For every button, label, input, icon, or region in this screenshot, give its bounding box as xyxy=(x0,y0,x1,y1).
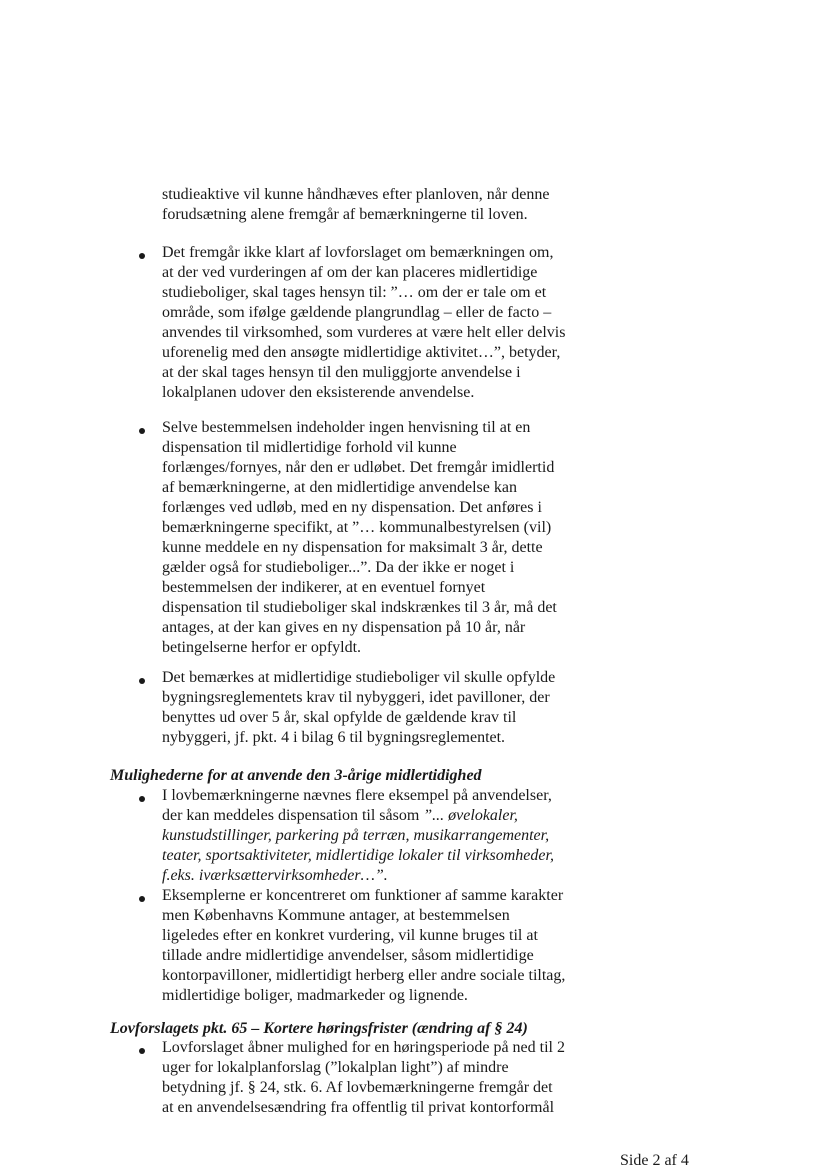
text-line: uger for lokalplanforslag (”lokalplan light”) af mindre xyxy=(162,1059,509,1076)
bullet-paragraph xyxy=(162,668,602,748)
text-line: Det bemærkes at midlertidige studieboliger vil skulle opfylde xyxy=(162,669,556,686)
bullet-paragraph xyxy=(162,886,602,1006)
text-line: Selve bestemmelsen indeholder ingen henvisning til at en xyxy=(162,419,531,436)
text-line: bygningsreglementets krav til nybyggeri, idet pavilloner, der xyxy=(162,689,550,706)
text-line: bestemmelsen der indikerer, at en eventuel fornyet xyxy=(162,579,486,596)
continuation-paragraph xyxy=(162,185,602,225)
text-line: Eksemplerne er koncentreret om funktioner af samme karakter xyxy=(162,887,564,904)
text-line: kunne meddele en ny dispensation for maksimalt 3 år, dette xyxy=(162,539,543,556)
bullet-icon xyxy=(139,1048,145,1054)
text-line: men Københavns Kommune antager, at bestemmelsen xyxy=(162,907,510,924)
text-line: dispensation til studieboliger skal indskrænkes til 3 år, må det xyxy=(162,599,557,616)
text-line: antages, at der kan gives en ny dispensation på 10 år, når xyxy=(162,619,526,636)
text-line: Lovforslaget åbner mulighed for en høringsperiode på ned til 2 xyxy=(162,1039,565,1056)
text-line: kunstudstillinger, parkering på terræn, musikarrangementer, xyxy=(162,827,550,844)
bullet-icon xyxy=(139,253,145,259)
text-line: tillade andre midlertidige anvendelser, såsom midlertidige xyxy=(162,947,534,964)
text-line: betydning jf. § 24, stk. 6. Af lovbemærkningerne fremgår det xyxy=(162,1079,553,1096)
text-line: ligeledes efter en konkret vurdering, vil kunne bruges til at xyxy=(162,927,538,944)
section-heading: Lovforslagets pkt. 65 – Kortere høringsfrister (ændring af § 24) xyxy=(110,1020,528,1037)
text-line: dispensation til midlertidige forhold vil kunne xyxy=(162,439,457,456)
text-line: studieaktive vil kunne håndhæves efter planloven, når denne xyxy=(162,186,550,203)
text-line: gælder også for studieboliger...”. Da der ikke er noget i xyxy=(162,559,515,576)
text-line: lokalplanen udover den eksisterende anvendelse. xyxy=(162,384,475,401)
text-line: uforenelig med den ansøgte midlertidige aktivitet…”, betyder, xyxy=(162,344,561,361)
bullet-icon xyxy=(139,428,145,434)
text-line: teater, sportsaktiviteter, midlertidige lokaler til virksomheder, xyxy=(162,847,554,864)
text-line: Det fremgår ikke klart af lovforslaget om bemærkningen om, xyxy=(162,244,554,261)
text-line: anvendes til virksomhed, som vurderes at være helt eller delvis xyxy=(162,324,566,341)
bullet-icon xyxy=(139,896,145,902)
page-number: Side 2 af 4 xyxy=(620,1152,689,1169)
text-line: benyttes ud over 5 år, skal opfylde de gældende krav til xyxy=(162,709,517,726)
text-line: bemærkningerne specifikt, at ”… kommunalbestyrelsen (vil) xyxy=(162,519,552,536)
text-line: forudsætning alene fremgår af bemærkningerne til loven. xyxy=(162,206,528,223)
text-line: af bemærkningerne, at den midlertidige anvendelse kan xyxy=(162,479,517,496)
text-line: nybyggeri, jf. pkt. 4 i bilag 6 til bygningsreglementet. xyxy=(162,729,506,746)
text-line: at der skal tages hensyn til den muliggjorte anvendelse i xyxy=(162,364,521,381)
bullet-paragraph xyxy=(162,418,602,658)
text-line: område, som ifølge gældende plangrundlag – eller de facto – xyxy=(162,304,552,321)
text-line: forlænges/fornyes, når den er udløbet. Det fremgår imidlertid xyxy=(162,459,555,476)
text-line: I lovbemærkningerne nævnes flere eksempel på anvendelser, xyxy=(162,787,552,804)
text-line: forlænges ved udløb, med en ny dispensation. Det anføres i xyxy=(162,499,542,516)
quote-text: ”... øvelokaler, xyxy=(423,807,518,824)
bullet-paragraph xyxy=(162,243,602,403)
text-line: at en anvendelsesændring fra offentlig til privat kontorformål xyxy=(162,1099,555,1116)
section-heading: Mulighederne for at anvende den 3-årige midlertidighed xyxy=(110,767,482,784)
bullet-icon xyxy=(139,678,145,684)
text-line: midlertidige boliger, madmarkeder og lignende. xyxy=(162,987,468,1004)
bullet-paragraph xyxy=(162,1038,602,1118)
plain-text: der kan meddeles dispensation til såsom xyxy=(162,807,424,824)
text-line: studieboliger, skal tages hensyn til: ”… om der er tale om et xyxy=(162,284,547,301)
text-line: kontorpavilloner, midlertidigt herberg eller andre sociale tiltag, xyxy=(162,967,566,984)
bullet-icon xyxy=(139,796,145,802)
text-line: f.eks. iværksættervirksomheder…”. xyxy=(162,867,388,884)
text-line xyxy=(162,806,602,826)
text-line: at der ved vurderingen af om der kan placeres midlertidige xyxy=(162,264,538,281)
text-line: betingelserne herfor er opfyldt. xyxy=(162,639,362,656)
bullet-paragraph xyxy=(162,786,602,886)
